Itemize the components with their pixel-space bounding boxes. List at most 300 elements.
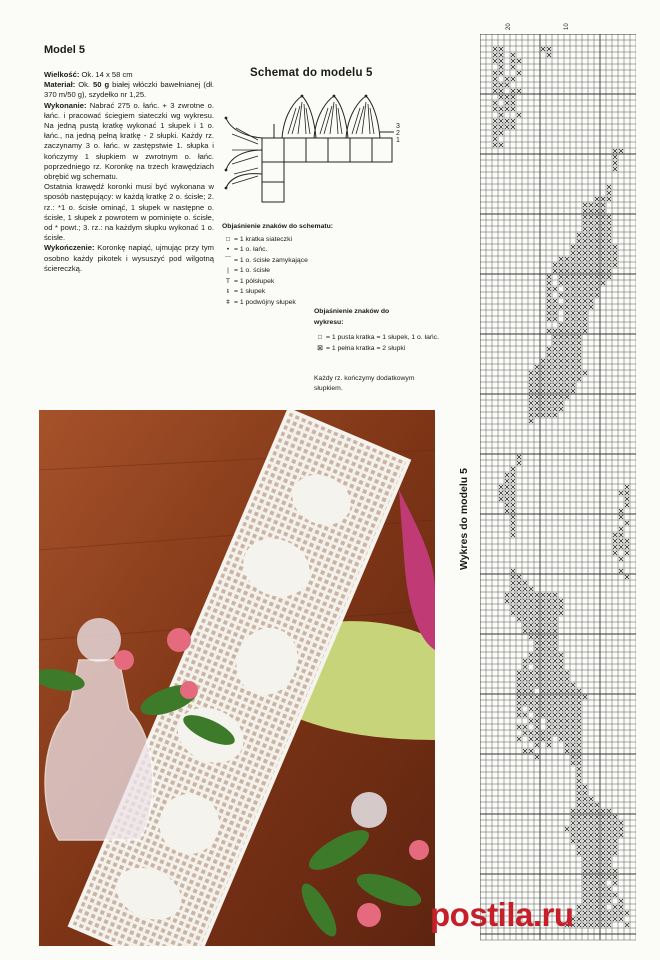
filled-cell-cross <box>565 677 569 681</box>
filled-cell-cross <box>619 539 623 543</box>
filled-cell-cross <box>595 863 599 867</box>
filled-cell-cross <box>517 581 521 585</box>
filled-cell-cross <box>553 605 557 609</box>
filled-cell-cross <box>565 701 569 705</box>
filled-cell-cross <box>583 317 587 321</box>
filled-cell-cross <box>547 725 551 729</box>
filled-cell-cross <box>553 623 557 627</box>
filled-cell-cross <box>547 347 551 351</box>
filled-cell-cross <box>601 827 605 831</box>
filled-cell-cross <box>529 389 533 393</box>
filled-cell-cross <box>493 143 497 147</box>
filled-cell-cross <box>535 719 539 723</box>
filled-cell-cross <box>577 779 581 783</box>
filled-cell-cross <box>511 593 515 597</box>
filled-cell-cross <box>613 875 617 879</box>
model-title: Model 5 <box>44 44 85 56</box>
filled-cell-cross <box>589 875 593 879</box>
filled-cell-cross <box>529 593 533 597</box>
legend-text: = 1 o. łańc. <box>234 246 268 253</box>
filled-cell-cross <box>577 251 581 255</box>
filled-cell-cross <box>553 353 557 357</box>
filled-cell-cross <box>583 311 587 315</box>
filled-cell-cross <box>529 611 533 615</box>
filled-cell-cross <box>583 215 587 219</box>
filled-cell-cross <box>559 359 563 363</box>
filled-cell-cross <box>559 263 563 267</box>
filled-cell-cross <box>607 809 611 813</box>
col-label-20: 20 <box>506 23 512 30</box>
filled-cell-cross <box>541 695 545 699</box>
filled-cell-cross <box>511 491 515 495</box>
filled-cell-cross <box>565 389 569 393</box>
filled-cell-cross <box>499 89 503 93</box>
filled-cell-cross <box>553 329 557 333</box>
filled-cell-cross <box>553 611 557 615</box>
filled-cell-cross <box>559 401 563 405</box>
watermark-domain: ru <box>541 896 574 933</box>
filled-cell-cross <box>589 917 593 921</box>
filled-cell-cross <box>559 725 563 729</box>
filled-cell-cross <box>607 839 611 843</box>
filled-cell-cross <box>535 701 539 705</box>
filled-cell-cross <box>583 833 587 837</box>
filled-cell-cross <box>511 479 515 483</box>
filled-cell-cross <box>511 611 515 615</box>
filled-cell-cross <box>583 803 587 807</box>
filled-cell-cross <box>523 587 527 591</box>
filled-cell-cross <box>577 851 581 855</box>
filled-cell-cross <box>553 413 557 417</box>
filled-cell-cross <box>613 161 617 165</box>
filled-cell-cross <box>559 353 563 357</box>
filled-cell-cross <box>589 287 593 291</box>
legend-text: = 1 o. ścisłe zamykające <box>234 256 308 264</box>
filled-cell-cross <box>607 893 611 897</box>
filled-cell-cross <box>601 845 605 849</box>
filled-cell-cross <box>583 815 587 819</box>
filled-cell-cross <box>553 713 557 717</box>
filled-cell-cross <box>625 911 629 915</box>
filled-cell-cross <box>577 821 581 825</box>
filled-cell-cross <box>571 353 575 357</box>
filled-cell-cross <box>523 611 527 615</box>
filled-cell-cross <box>547 701 551 705</box>
filled-cell-cross <box>559 683 563 687</box>
filled-cell-cross <box>589 911 593 915</box>
filled-cell-cross <box>565 695 569 699</box>
chart-column-labels <box>480 14 640 34</box>
filled-cell-cross <box>577 233 581 237</box>
filled-cell-cross <box>607 899 611 903</box>
filled-cell-cross <box>613 155 617 159</box>
filled-cell-cross <box>511 77 515 81</box>
filled-cell-cross <box>511 569 515 573</box>
filled-cell-cross <box>607 845 611 849</box>
filled-cell-cross <box>607 911 611 915</box>
filled-cell-cross <box>541 371 545 375</box>
filled-cell-cross <box>547 293 551 297</box>
filled-cell-cross <box>607 863 611 867</box>
filled-cell-cross <box>523 659 527 663</box>
filled-cell-cross <box>589 839 593 843</box>
filled-cell-cross <box>619 917 623 921</box>
filled-cell-cross <box>547 311 551 315</box>
filled-cell-cross <box>607 857 611 861</box>
filled-cell-cross <box>565 383 569 387</box>
filled-cell-cross <box>559 719 563 723</box>
filled-cell-cross <box>511 59 515 63</box>
filled-cell-cross <box>505 479 509 483</box>
filled-cell-cross <box>517 575 521 579</box>
filled-cell-cross <box>553 725 557 729</box>
filled-cell-cross <box>523 749 527 753</box>
filled-cell-cross <box>499 65 503 69</box>
filled-cell-cross <box>601 203 605 207</box>
filled-cell-cross <box>559 671 563 675</box>
filled-cell-cross <box>541 377 545 381</box>
filled-cell-cross <box>523 689 527 693</box>
filled-cell-cross <box>565 323 569 327</box>
filled-cell-cross <box>523 695 527 699</box>
filled-cell-cross <box>583 857 587 861</box>
filled-cell-cross <box>499 113 503 117</box>
filled-cell-cross <box>547 743 551 747</box>
filled-cell-cross <box>541 629 545 633</box>
filled-cell-cross <box>601 917 605 921</box>
filled-cell-cross <box>541 737 545 741</box>
filled-cell-cross <box>547 677 551 681</box>
watermark <box>430 896 574 934</box>
filled-cell-cross <box>505 497 509 501</box>
size-label: Wielkość: <box>44 70 80 79</box>
filled-cell-cross <box>613 845 617 849</box>
filled-cell-cross <box>577 749 581 753</box>
filled-cell-cross <box>547 647 551 651</box>
filled-cell-cross <box>505 77 509 81</box>
filled-cell-cross <box>589 203 593 207</box>
legend-row <box>222 277 333 288</box>
filled-cell-cross <box>547 641 551 645</box>
filled-cell-cross <box>541 389 545 393</box>
filled-cell-cross <box>553 719 557 723</box>
filled-cell-cross <box>559 707 563 711</box>
filled-cell-cross <box>595 887 599 891</box>
schema-row-label: 3 <box>396 123 400 130</box>
filled-cell-cross <box>511 581 515 585</box>
dot-icon: • <box>226 246 230 253</box>
filled-cell-cross <box>511 521 515 525</box>
filled-cell-cross <box>565 395 569 399</box>
filled-cell-cross <box>577 359 581 363</box>
filled-cell-cross <box>601 905 605 909</box>
filled-cell-cross <box>523 731 527 735</box>
filled-cell-cross <box>595 257 599 261</box>
filled-cell-cross <box>553 365 557 369</box>
filled-cell-cross <box>547 365 551 369</box>
filled-cell-cross <box>607 185 611 189</box>
filled-cell-cross <box>529 407 533 411</box>
filled-cell-cross <box>559 695 563 699</box>
filled-cell-cross <box>499 53 503 57</box>
filled-cell-cross <box>571 269 575 273</box>
work-value: Nabrać 275 o. łańc. + 3 zwrotne o. łańc. i pracować ściegiem siateczki wg wykresu. Na jedną pustą kratkę wykonać 1 słupek i 1 o. łańc., na jedną pełną kratkę - 2 słupki. Każdy rz. zaczynamy 3 o. łańc. w zastępstwie 1. słupka i kończymy 1 słupkiem w zwrotnym o. łańc. poprzedniego rz. Koronkę na trzech krawędziach obrębić wg schematu. <box>44 100 214 182</box>
filled-cell-cross <box>493 83 497 87</box>
filled-cell-cross <box>571 389 575 393</box>
filled-cell-cross <box>541 635 545 639</box>
filled-cell-cross <box>565 257 569 261</box>
filled-cell-cross <box>535 683 539 687</box>
filled-cell-cross <box>613 911 617 915</box>
filled-cell-cross <box>589 863 593 867</box>
filled-cell-cross <box>571 365 575 369</box>
legend-text: = 1 pełna kratka = 2 słupki <box>326 345 406 352</box>
filled-cell-cross <box>583 917 587 921</box>
filled-cell-cross <box>583 203 587 207</box>
filled-cell-cross <box>595 827 599 831</box>
filled-cell-cross <box>613 881 617 885</box>
filled-cell-cross <box>613 893 617 897</box>
filled-cell-cross <box>571 347 575 351</box>
filled-cell-cross <box>547 599 551 603</box>
filled-cell-cross <box>619 911 623 915</box>
filled-cell-cross <box>589 233 593 237</box>
filled-cell-cross <box>577 329 581 333</box>
filled-cell-cross <box>577 305 581 309</box>
filled-cell-cross <box>499 47 503 51</box>
filled-cell-cross <box>559 293 563 297</box>
filled-cell-cross <box>499 143 503 147</box>
filled-cell-cross <box>547 635 551 639</box>
filled-cell-cross <box>577 785 581 789</box>
filled-cell-cross <box>559 389 563 393</box>
filled-cell-cross <box>619 509 623 513</box>
filled-cell-cross <box>529 653 533 657</box>
filled-cell-cross <box>595 233 599 237</box>
filled-cell-cross <box>571 713 575 717</box>
filled-cell-cross <box>553 287 557 291</box>
filled-cell-cross <box>511 119 515 123</box>
filled-cell-cross <box>619 527 623 531</box>
filled-cell-cross <box>577 299 581 303</box>
filled-cell-cross <box>601 875 605 879</box>
filled-cell-cross <box>571 317 575 321</box>
filled-cell-cross <box>541 605 545 609</box>
filled-cell-cross <box>583 269 587 273</box>
filled-cell-cross <box>535 611 539 615</box>
filled-cell-cross <box>607 821 611 825</box>
filled-cell-cross <box>517 725 521 729</box>
filled-cell-cross <box>571 743 575 747</box>
filled-cell-cross <box>511 497 515 501</box>
filled-cell-cross <box>511 605 515 609</box>
filled-cell-cross <box>613 839 617 843</box>
filled-cell-cross <box>601 209 605 213</box>
filled-cell-cross <box>625 485 629 489</box>
filled-cell-cross <box>547 695 551 699</box>
filled-cell-cross <box>511 107 515 111</box>
filled-cell-cross <box>601 281 605 285</box>
filled-cell-cross <box>529 371 533 375</box>
filled-cell-cross <box>607 251 611 255</box>
filled-cell-cross <box>565 317 569 321</box>
filled-cell-cross <box>535 395 539 399</box>
filled-cell-cross <box>559 335 563 339</box>
legend-text: = 1 kratka siateczki <box>234 235 292 243</box>
filled-cell-cross <box>529 377 533 381</box>
filled-cell-cross <box>601 887 605 891</box>
filled-cell-cross <box>493 53 497 57</box>
filled-cell-cross <box>493 131 497 135</box>
filled-cell-cross <box>595 851 599 855</box>
filled-cell-cross <box>601 245 605 249</box>
filled-cell-cross <box>577 803 581 807</box>
cross-square-icon: ⊠ <box>317 345 323 352</box>
filled-cell-cross <box>565 671 569 675</box>
filled-cell-cross <box>505 83 509 87</box>
filled-cell-cross <box>541 407 545 411</box>
filled-cell-cross <box>583 911 587 915</box>
filled-cell-cross <box>619 827 623 831</box>
filled-cell-cross <box>577 809 581 813</box>
filled-cell-cross <box>535 665 539 669</box>
filled-cell-cross <box>625 521 629 525</box>
filled-cell-cross <box>517 599 521 603</box>
filled-cell-cross <box>535 383 539 387</box>
filled-cell-cross <box>493 59 497 63</box>
filled-cell-cross <box>517 701 521 705</box>
filled-cell-cross <box>505 125 509 129</box>
sc-icon: | <box>227 267 229 274</box>
filled-cell-cross <box>529 683 533 687</box>
filled-cell-cross <box>517 89 521 93</box>
filled-cell-cross <box>589 275 593 279</box>
filled-cell-cross <box>607 887 611 891</box>
filled-cell-cross <box>589 305 593 309</box>
empty-square-icon: □ <box>225 235 231 243</box>
filled-cell-cross <box>571 335 575 339</box>
size-value: Ok. 14 x 58 cm <box>79 70 133 79</box>
filled-cell-cross <box>565 305 569 309</box>
filled-cell-cross <box>559 731 563 735</box>
filled-cell-cross <box>607 269 611 273</box>
filled-cell-cross <box>565 725 569 729</box>
filled-cell-cross <box>559 653 563 657</box>
filled-cell-cross <box>517 683 521 687</box>
filled-cell-cross <box>595 839 599 843</box>
filled-cell-cross <box>577 791 581 795</box>
filled-cell-cross <box>595 275 599 279</box>
filled-cell-cross <box>571 293 575 297</box>
filled-cell-cross <box>595 293 599 297</box>
filled-cell-cross <box>547 623 551 627</box>
filled-cell-cross <box>541 713 545 717</box>
watermark-dot: . <box>532 896 542 933</box>
filled-cell-cross <box>559 407 563 411</box>
filled-cell-cross <box>565 827 569 831</box>
work-label: Wykonanie: <box>44 100 87 110</box>
filled-cell-cross <box>595 269 599 273</box>
filled-cell-cross <box>547 353 551 357</box>
filled-cell-cross <box>541 623 545 627</box>
filled-cell-cross <box>583 863 587 867</box>
filled-cell-cross <box>589 833 593 837</box>
filled-cell-cross <box>613 149 617 153</box>
filled-cell-cross <box>577 245 581 249</box>
filled-cell-cross <box>547 383 551 387</box>
filled-cell-cross <box>553 647 557 651</box>
filled-cell-cross <box>535 653 539 657</box>
empty-square-icon: □ <box>317 334 323 341</box>
filled-cell-cross <box>619 149 623 153</box>
filled-cell-cross <box>547 617 551 621</box>
filled-cell-cross <box>553 299 557 303</box>
filled-cell-cross <box>553 359 557 363</box>
filled-cell-cross <box>595 803 599 807</box>
filled-cell-cross <box>589 809 593 813</box>
filled-cell-cross <box>571 683 575 687</box>
filled-cell-cross <box>583 245 587 249</box>
filled-cell-cross <box>577 377 581 381</box>
filled-cell-cross <box>529 695 533 699</box>
filled-cell-cross <box>589 257 593 261</box>
filled-cell-cross <box>565 299 569 303</box>
filled-cell-cross <box>595 821 599 825</box>
filled-cell-cross <box>589 293 593 297</box>
filled-cell-cross <box>583 257 587 261</box>
filled-cell-cross <box>577 725 581 729</box>
filled-cell-cross <box>553 671 557 675</box>
filled-cell-cross <box>577 761 581 765</box>
filled-cell-cross <box>595 263 599 267</box>
filled-cell-cross <box>553 401 557 405</box>
filled-cell-cross <box>517 677 521 681</box>
filled-cell-cross <box>589 803 593 807</box>
schema-title: Schemat do modelu 5 <box>250 67 373 79</box>
filled-cell-cross <box>541 659 545 663</box>
filled-cell-cross <box>583 881 587 885</box>
filled-cell-cross <box>535 695 539 699</box>
filled-cell-cross <box>577 707 581 711</box>
filled-cell-cross <box>511 503 515 507</box>
filled-cell-cross <box>607 215 611 219</box>
filled-cell-cross <box>565 329 569 333</box>
filled-cell-cross <box>583 251 587 255</box>
filled-cell-cross <box>511 473 515 477</box>
filled-cell-cross <box>547 719 551 723</box>
filled-cell-cross <box>565 713 569 717</box>
filled-cell-cross <box>619 833 623 837</box>
filled-cell-cross <box>493 71 497 75</box>
legend-row <box>222 287 333 298</box>
filled-cell-cross <box>583 887 587 891</box>
filled-cell-cross <box>577 335 581 339</box>
filled-cell-cross <box>553 653 557 657</box>
filled-cell-cross <box>577 839 581 843</box>
filled-cell-cross <box>607 257 611 261</box>
filled-cell-cross <box>583 797 587 801</box>
filled-cell-cross <box>559 257 563 261</box>
filled-cell-cross <box>601 221 605 225</box>
filled-cell-cross <box>577 365 581 369</box>
filled-cell-cross <box>529 623 533 627</box>
filled-cell-cross <box>541 683 545 687</box>
filled-cell-cross <box>577 701 581 705</box>
filled-cell-cross <box>511 485 515 489</box>
filled-cell-cross <box>511 125 515 129</box>
filled-cell-cross <box>535 743 539 747</box>
filled-cell-cross <box>511 533 515 537</box>
